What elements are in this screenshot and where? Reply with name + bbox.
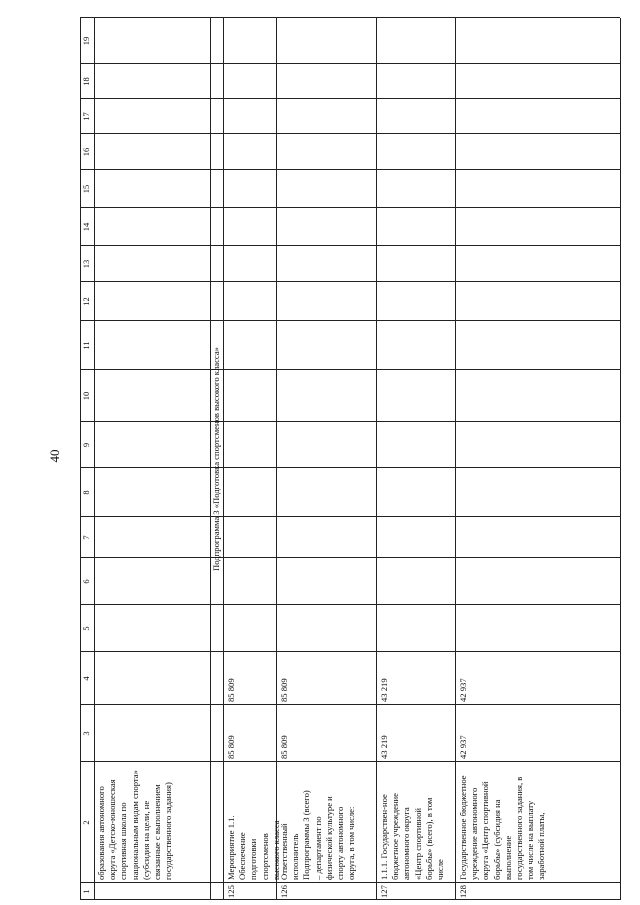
col-header-4: 4 <box>81 676 91 681</box>
col-header-14: 14 <box>81 222 91 232</box>
subprogram-title: Подпрограмма 3 «Подготовка спортсменов высокого класса» <box>211 347 221 571</box>
col-header-16: 16 <box>81 147 91 157</box>
col-header-3: 3 <box>81 731 91 736</box>
row-col3-value: 43 219 <box>379 735 389 759</box>
row-col4-value: 42 937 <box>458 678 468 702</box>
row-col4-value: 43 219 <box>379 678 389 702</box>
col-header-10: 10 <box>81 391 91 401</box>
row-number: 126 <box>279 885 289 898</box>
row-col4-value: 85 809 <box>279 678 289 702</box>
col-header-18: 18 <box>81 77 91 86</box>
continuation-text: образования автономного округа «Детско-юношеская спортивная школа по национальным видам спорта» (субсидия на цели, не связанные с выполнением государственного задания) <box>96 770 174 880</box>
col-header-15: 15 <box>81 184 91 194</box>
row-name: 1.1.1. Государствен-ное бюджетное учреждение автономного округа «Центр спортивной борьбы» (всего), в том числе <box>379 793 446 880</box>
row-col3-value: 42 937 <box>458 735 468 759</box>
col-header-12: 12 <box>81 297 91 306</box>
row-name: Мероприятие 1.1. Обеспечение подготовки спортсменов высокого класса <box>226 815 281 880</box>
page-number: 40 <box>47 449 62 463</box>
row-name: Государственное бюджетное учреждение автономного округа «Центр спортивной борьбы» (субсидия на выполнение государственного задания, в том числе на выплату заработной платы, <box>458 775 547 880</box>
row-col3-value: 85 809 <box>279 735 289 759</box>
row-number: 125 <box>226 885 236 898</box>
col-header-6: 6 <box>81 579 91 584</box>
row-number: 128 <box>458 885 468 898</box>
col-header-7: 7 <box>81 535 91 540</box>
col-header-13: 13 <box>81 259 91 269</box>
col-header-5: 5 <box>81 626 91 631</box>
col-header-8: 8 <box>81 490 91 495</box>
col-header-19: 19 <box>81 36 91 46</box>
row-col3-value: 85 809 <box>226 735 236 759</box>
col-header-9: 9 <box>81 442 91 448</box>
col-header-2: 2 <box>81 820 91 825</box>
col-header-11: 11 <box>81 341 91 350</box>
col-header-17: 17 <box>81 112 91 121</box>
row-number: 127 <box>379 885 389 898</box>
row-name: Ответственный исполнитель Подпрограммы 3 (всего) – департамент по физической культуре и спорту автономного округа, в том числе: <box>279 790 357 880</box>
budget-table <box>80 18 620 900</box>
row-col4-value: 85 809 <box>226 678 236 702</box>
col-header-1: 1 <box>81 889 91 894</box>
